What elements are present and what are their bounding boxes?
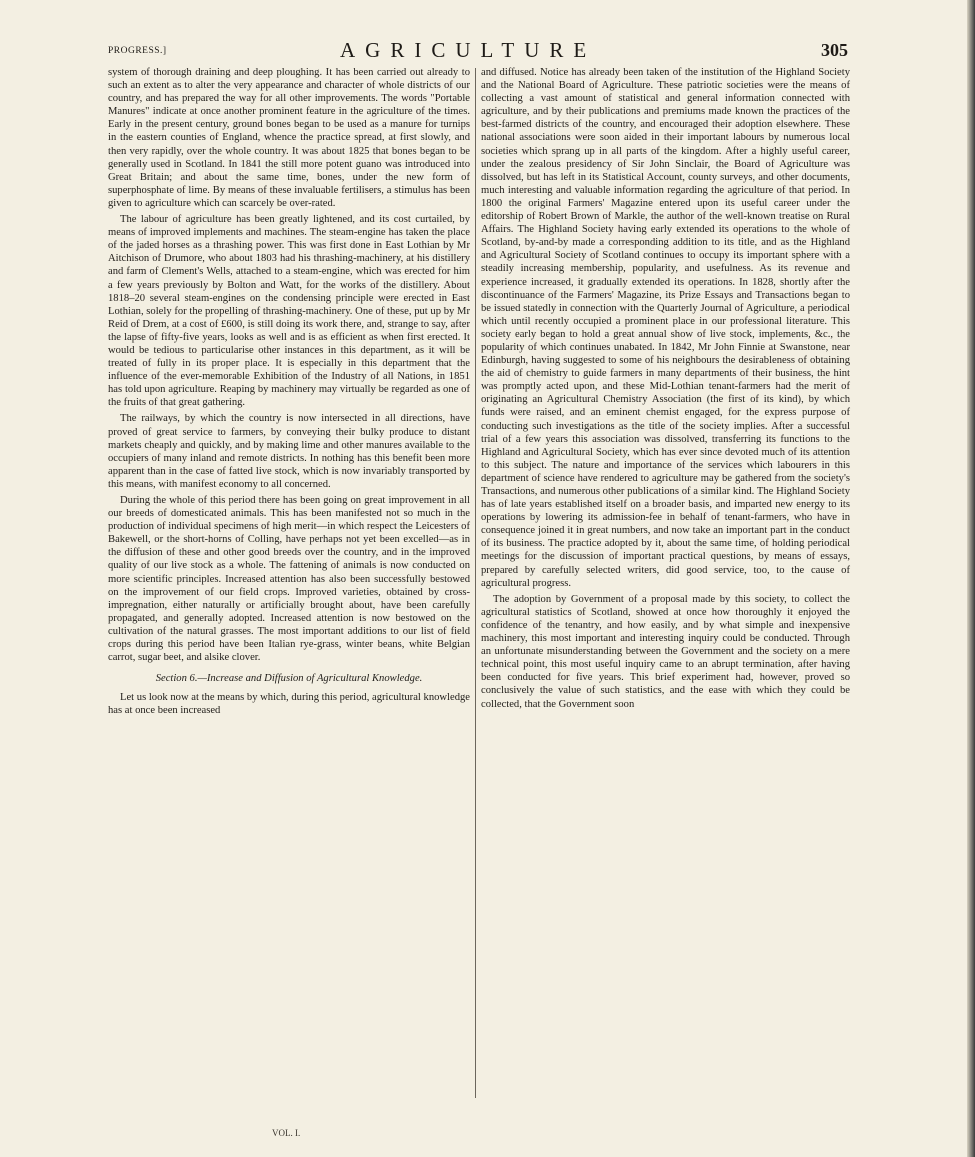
page-header (108, 38, 848, 62)
right-column (481, 66, 850, 714)
paragraph: The labour of agriculture has been greatly lightened, and its cost curtailed, by means of improved implements and machines. The steam-engine has taken the place of the jaded horses as a thrashing power. This was first done in East Lothian by Mr Aitchison of Drumore, who about 1803 had his thrashing-machinery, at his distillery and farm of Clement's Wells, attached to a steam-engine, which was erected for him a few years previously by Bolton and Watt, for the works of the distillery. About 1818–20 several steam-engines on the condensing principle were erected in East Lothian, solely for the propelling of thrashing-machinery. One of these, put up by Mr Reid of Drem, at a cost of £600, is still doing its work there, and, strange to say, after the lapse of fifty-five years, looks as well and is as efficient as when first erected. It would be tedious to particularise other instances in this department, as it will be treated of fully in its proper place. It is especially in this department that the influence of the ever-memorable Exhibition of the Industry of all Nations, in 1851 has told upon agriculture. Reaping by machinery may virtually be regarded as one of the fruits of that great gathering. (108, 214, 470, 409)
paragraph: Let us look now at the means by which, during this period, agricultural knowledge has at once been increased (108, 692, 470, 717)
paragraph: system of thorough draining and deep ploughing. It has been carried out already to such an extent as to alter the very appearance and character of whole districts of our country, and has prepared the way for all other improvements. The words "Portable Manures" indicate at once another prominent feature in the agriculture of the times. Early in the present century, ground bones began to be used as a manure for turnips in the eastern counties of England, whence the practice spread, at first slowly, and then very rapidly, over the whole country. It was about 1825 that bones began to be generally used in Scotland. In 1841 the still more potent guano was introduced into Great Britain; and about the same time, bones, under the new form of superphosphate of lime. By means of these invaluable fertilisers, a stimulus has been given to agriculture which can scarcely be over-rated. (108, 67, 470, 209)
footer-catchword: VOL. I. (272, 1128, 301, 1138)
paragraph: The adoption by Government of a proposal made by this society, to collect the agricultural statistics of Scotland, showed at once how thoroughly it enjoyed the confidence of the tenantry, and how easily, and by what simple and inexpensive machinery, this most important and interesting inquiry could be conducted. Through an unfortunate misunderstanding between the Government and the society on a mere technical point, this most useful inquiry came to an abrupt termination, after having been conducted for five years. This brief experiment had, however, proved so conclusively the value of such statistics, and the ease with which they could be collected, that the Government soon (481, 593, 850, 710)
paragraph: During the whole of this period there has been going on great improvement in all our breeds of domesticated animals. This has been manifested not so much in the production of individual specimens of high merit—in which respect the Leicesters of Bakewell, or the short-horns of Colling, have perhaps not yet been excelled—as in the diffusion of these and other good breeds over the country, and in the improved quality of our live stock as a whole. The fattening of animals is now conducted on more scientific principles. Increased attention has also been successfully bestowed on the improvement of our field crops. Improved varieties, obtained by cross-impregnation, either naturally or artificially brought about, have been carefully propagated, and generally adopted. Increased attention is now bestowed on the cultivation of the natural grasses. The most important additions to our list of field crops during this period have been Italian rye-grass, winter beans, white Belgian carrot, sugar beet, and alsike clover. (108, 495, 470, 664)
running-head: PROGRESS.] (108, 46, 167, 56)
paragraph: and diffused. Notice has already been taken of the institution of the Highland Society and the National Board of Agriculture. These patriotic societies were the means of collecting a vast amount of statistical and general information connected with agriculture, and by their publications and premiums made known the practices of the best-farmed districts of the country, and encouraged their adoption elsewhere. These national associations were soon aided in their important labours by numerous local societies which sprang up in all parts of the kingdom. After a highly useful career, under the zealous presidency of Sir John Sinclair, the Board of Agriculture was dissolved, but has left in its Statistical Account, county surveys, and other documents, much interesting and valuable information regarding the agriculture of that period. In 1800 the original Farmers' Magazine entered upon its useful career under the editorship of Robert Brown of Markle, the author of the well-known treatise on Rural Affairs. The Highland Society having early extended its operations to the whole of Scotland, by-and-by made a corresponding addition to its title, and as the Highland and Agricultural Society of Scotland continues to occupy its important sphere with a steadily increasing membership, popularity, and usefulness. As its revenue and experience increased, it gradually extended its operations. In 1828, shortly after the discontinuance of the Farmers' Magazine, its Prize Essays and Transactions began to be issued statedly in connection with the Quarterly Journal of Agriculture, a periodical which until recently occupied a prominent place in our professional literature. This society early began to hold a great annual show of live stock, implements, &c., the popularity of which continues unabated. In 1842, Mr John Finnie at Swanstone, near Edinburgh, having suggested to some of his neighbours the desirableness of obtaining the aid of chemistry to guide farmers in many departments of their business, the hint was promptly acted upon, and these Mid-Lothian tenant-farmers had the merit of originating an Agricultural Chemistry Association (the first of its kind), by which funds were raised, and an eminent chemist engaged, for the express purpose of conducting such investigations as the title of the society implies. After a successful trial of a few years this association was dissolved, transferring its functions to the Highland and Agricultural Society, which has ever since devoted much of its attention to this subject. The nature and importance of the services which labourers in this department of science have rendered to agriculture may be gathered from the society's Transactions, and numerous other publications of a similar kind. The Highland Society has of late years established itself on a broader basis, and imparted new energy to its operations by lowering its admission-fee in behalf of tenant-farmers, who have in consequence joined it in great numbers, and now take an important part in the conduct of its business. The practice adopted by it, about the same time, of holding periodical meetings for the discussion of important practical questions, by means of essays, prepared by carefully selected writers, did good service, too, to the cause of agricultural progress. (481, 67, 850, 589)
page-title: AGRICULTURE (340, 38, 597, 62)
page-number: 305 (821, 40, 848, 60)
page-edge-shadow (967, 0, 975, 1157)
paragraph: The railways, by which the country is now intersected in all directions, have proved of great service to farmers, by conveying their bulky produce to distant markets cheaply and quickly, and by making lime and other manures available to the occupiers of many inland and remote districts. In nothing has this benefit been more apparent than in the case of fatted live stock, which is now invariably transported by this means, with manifest economy to all concerned. (108, 413, 470, 490)
left-column (108, 66, 470, 721)
column-divider (475, 68, 476, 1098)
section-heading: Section 6.—Increase and Diffusion of Agricultural Knowledge. (155, 673, 423, 685)
